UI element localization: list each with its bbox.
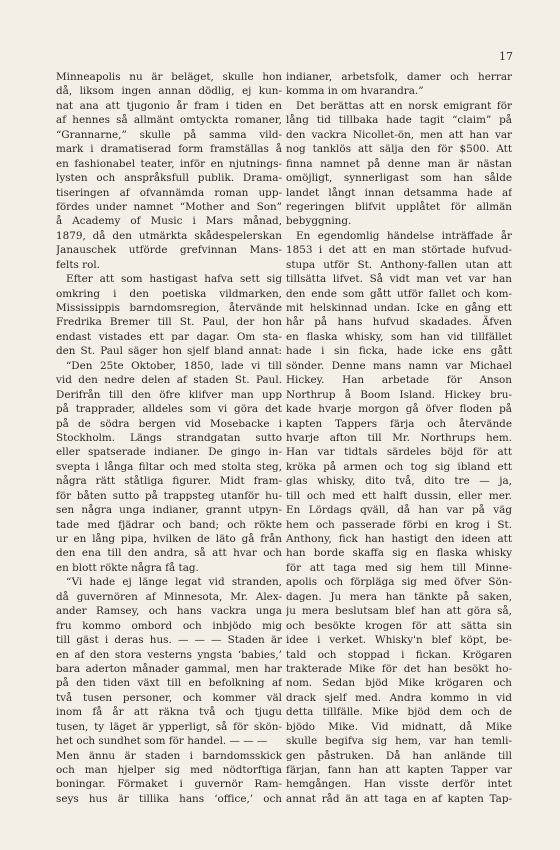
text-line: hemgången. Han visste derför intet <box>286 778 512 791</box>
text-line: några rätt ståtliga figurer. Midt fram- <box>56 475 282 488</box>
text-line: kröka på armen och tog sig ibland ett <box>286 460 512 473</box>
text-line: 1879, då den utmärkta skådespelerskan <box>56 229 282 242</box>
text-line: tade med fjädrar och band; och rökte <box>56 518 282 531</box>
text-line: och man hjelper sig med nödtorftiga <box>56 764 282 776</box>
text-line: lång tid tillbaka hade tagit “claim” på <box>286 114 512 127</box>
text-line: kapten Tappers färja och återvände <box>286 417 512 430</box>
text-line: tusen, ty läget är ypperligt, så för skön- <box>56 720 282 733</box>
text-line: Han var tidtals särdeles böjd för att <box>286 446 512 459</box>
text-line: omkring i den poetiska vildmarken, <box>56 287 282 300</box>
text-line: landet långt innan detsamma hade af <box>286 186 512 199</box>
text-line: Det berättas att en norsk emigrant för <box>296 99 512 112</box>
text-line: sen några unga indianer, grannt utpyn- <box>56 504 282 517</box>
text-line: Minneapolis nu är beläget, skulle hon <box>56 71 282 83</box>
text-line: lysten och anspråksfull publik. Drama- <box>56 172 282 185</box>
text-line: eller spatserade indianer. De gingo in- <box>56 446 282 459</box>
text-line: till och med ett halft dussin, eller mer. <box>286 489 512 502</box>
text-line: svepta i långa filtar och med stolta steg, <box>56 460 282 473</box>
text-line: boningar. Förmaket i guvernör Ram- <box>56 778 282 791</box>
text-line: mark i dramatiserad form framställas å <box>56 143 282 156</box>
text-line: “Den 25te Oktober, 1850, lade vi till <box>66 359 282 372</box>
text-line: ander Ramsey, och hans vackra unga <box>56 605 282 618</box>
text-line: och besökte krogen för att sätta sin <box>286 619 512 632</box>
text-line: dagen. Ju mera han tänkte på saken, <box>286 590 512 603</box>
text-line: annat råd än att taga en af kapten Tap- <box>286 792 512 805</box>
text-line: Men ännu är staden i barndomsskick <box>56 749 282 762</box>
text-line: den ena till den andra, så att hvar och <box>56 547 282 560</box>
text-line: nog tanklös att sälja den för $500. Att <box>286 143 512 156</box>
text-line: sönder. Denne mans namn var Michael <box>286 359 512 372</box>
text-line: finna namnet på denne man är nästan <box>286 157 512 170</box>
text-line: gen påstruken. Då han anlände till <box>286 749 512 762</box>
text-line: för båten sutto på trappsteg utanför hu- <box>56 489 282 502</box>
text-line: trakterade Mike för det han besökt ho- <box>286 662 512 675</box>
text-line: detta tillfälle. Mike bjöd dem och de <box>286 706 512 719</box>
text-line: den St. Paul säger hon sjelf bland annat: <box>56 345 282 358</box>
left-column <box>56 70 282 806</box>
text-line: Hickey. Han arbetade för Anson <box>286 374 512 387</box>
text-line: En egendomlig händelse inträffade år <box>296 229 512 242</box>
text-line: tillsätta lifvet. Så vidt man vet var han <box>286 273 512 286</box>
text-line: hvarje afton till Mr. Northrups hem. <box>286 431 512 444</box>
text-line: “Grannarne,” skulle på samma vild- <box>56 128 282 141</box>
text-line: Anthony, fick han hastigt den ideen att <box>286 533 512 545</box>
text-line: Stockholm. Längs strandgatan sutto <box>56 431 282 444</box>
text-line: omöjligt, synnerligast som han sålde <box>286 172 512 185</box>
text-line: felts rol. <box>56 258 100 271</box>
text-line: endast vistades ett par dagar. Om sta- <box>56 330 282 343</box>
text-line: bara aderton månader gammal, men har <box>56 662 282 675</box>
text-line: för att taga med sig hem till Minne- <box>286 561 512 574</box>
text-line: hade i sin ficka, hade icke ens gått <box>286 345 512 358</box>
text-line: till gäst i deras hus. — — — Staden är <box>56 634 282 647</box>
text-line: Efter att som hastigast hafva sett sig <box>66 273 282 286</box>
text-line: ju mera beslutsam blef han att göra så, <box>286 605 512 618</box>
text-line: tald och stoppad i fickan. Krögaren <box>286 648 512 661</box>
text-line: “Vi hade ej länge legat vid stranden, <box>66 576 282 589</box>
text-line: å Academy of Music i Mars månad, <box>56 215 282 228</box>
text-line: En Lördags qväll, då han var på väg <box>286 504 512 517</box>
text-line: kade hvarje morgon gå öfver floden på <box>286 403 512 416</box>
text-line: apolis och förpläga sig med öfver Sön- <box>286 576 512 589</box>
text-line: Janauschek utförde grefvinnan Mans- <box>56 244 282 257</box>
text-line: färjan, fann han att kapten Tapper var <box>286 764 512 776</box>
text-line: Derifrån till den öfre klifver man upp <box>56 388 282 401</box>
text-line: då, liksom ingen annan dödlig, ej kun- <box>56 85 282 98</box>
text-line: en flaska whisky, som han vid tillfället <box>286 330 512 343</box>
text-line: Northrup å Boom Island. Hickey bru- <box>286 388 512 401</box>
text-line: drack sjelf med. Andra kommo in vid <box>286 691 512 704</box>
text-line: glas whisky, dito två, dito tre — ja, <box>286 475 512 488</box>
text-line: vid den nedre delen af staden St. Paul. <box>56 374 282 387</box>
text-line: hår på hans hufvud skadades. Äfven <box>286 316 512 329</box>
text-line: Fredrika Bremer till St. Paul, der hon <box>56 316 282 329</box>
text-line: Mississippis barndomsregion, återvände <box>56 302 282 314</box>
text-line: het och sundhet som för handel. — — — <box>56 735 268 748</box>
text-line: mit helskinnad undan. Icke en gång ett <box>286 302 512 314</box>
text-line: nat ana att tjugonio år fram i tiden en <box>56 99 282 112</box>
text-line: tiseringen af ofvannämda roman upp- <box>56 186 282 199</box>
text-line: en blott rökte några få tag. <box>56 561 199 574</box>
text-line: en fashionabel teater, inför en njutnings- <box>56 157 282 170</box>
text-line: regeringen blifvit upplåtet för allmän <box>286 200 512 213</box>
text-line: skulle begifva sig hem, var han temli- <box>286 735 512 748</box>
text-line: två tusen personer, och kommer väl <box>56 691 282 704</box>
text-line: på de södra bergen vid Mosebacke i <box>56 417 282 430</box>
text-line: komma in om hvarandra.” <box>286 85 424 98</box>
page-number: 17 <box>499 50 513 63</box>
text-line: inom få år att räkna två och tjugu <box>56 706 282 719</box>
text-line: indianer, arbetsfolk, damer och herrar <box>286 71 512 83</box>
text-line: nom. Sedan bjöd Mike krögaren och <box>286 677 512 690</box>
text-line: då guvernören af Minnesota, Mr. Alex- <box>56 590 282 603</box>
text-line: fördes under namnet “Mother and Son” <box>56 200 282 213</box>
text-line: bebyggning. <box>286 215 352 228</box>
text-line: bjödo Mike. Vid midnatt, då Mike <box>286 720 512 733</box>
text-line: af hennes så allmänt omtyckta romaner, <box>56 114 282 127</box>
text-line: på trapprader, alldeles som vi göra det <box>56 403 282 416</box>
text-line: 1853 i det att en man störtade hufvud- <box>286 244 512 257</box>
text-line: hem och passerade förbi en krog i St. <box>286 518 512 531</box>
text-line: den vackra Nicollet-ön, men att han var <box>286 128 512 141</box>
text-line: idee i verket. Whisky'n blef köpt, be- <box>286 634 512 647</box>
text-line: ur en lång pipa, hvilken de läto gå från <box>56 533 282 545</box>
text-line: den ende som gått utför fallet och kom- <box>286 287 512 300</box>
text-line: fru kommo ombord och inbjödo mig <box>56 619 282 632</box>
text-line: på den tiden växt till en befolkning af <box>56 677 282 690</box>
right-column <box>286 70 512 806</box>
text-line: en af den stora vesterns yngsta ‘babies,’ <box>56 648 282 661</box>
text-line: stupa utför St. Anthony-fallen utan att <box>286 258 512 271</box>
text-line: seys hus är tillika hans ‘office,’ och <box>56 792 282 805</box>
text-line: han borde skaffa sig en flaska whisky <box>286 547 512 560</box>
